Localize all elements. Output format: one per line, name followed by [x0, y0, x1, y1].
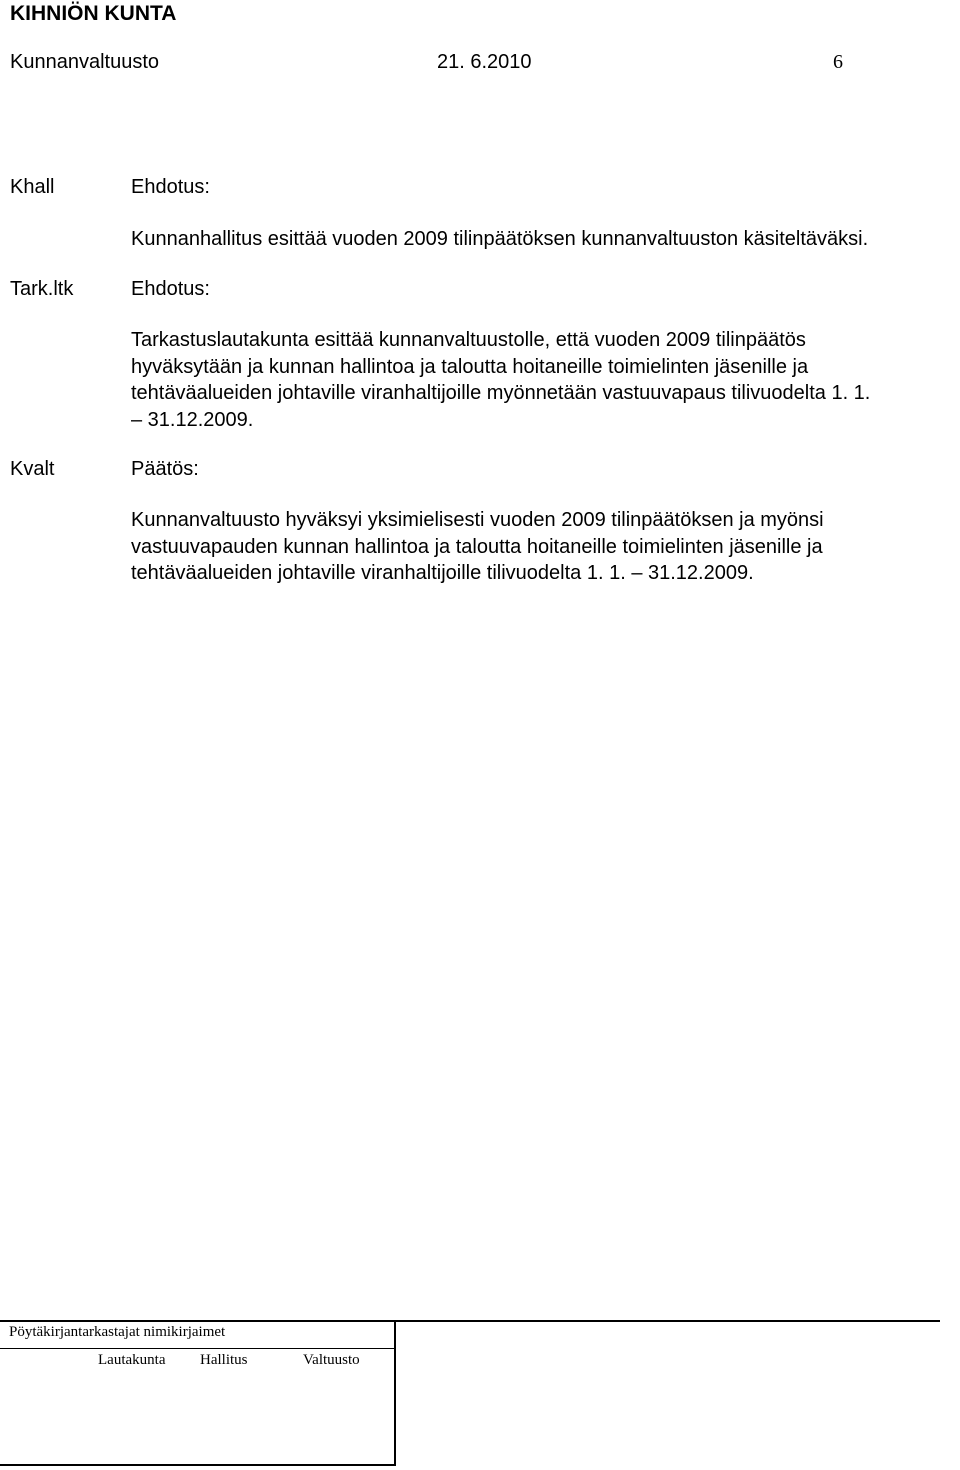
section-text-khall: [131, 226, 941, 253]
signature-column-lautakunta: Lautakunta: [98, 1352, 166, 1368]
signature-column-hallitus: Hallitus: [200, 1352, 248, 1368]
signature-box: [0, 1322, 396, 1466]
signature-box-title: Pöytäkirjantarkastajat nimikirjaimet: [9, 1324, 226, 1340]
text-line: vastuuvapauden kunnan hallintoa ja taloutta hoitaneille toimielinten jäsenille ja: [131, 535, 823, 558]
text-line: tehtäväalueiden johtaville viranhaltijoille tilivuodelta 1. 1. – 31.12.2009.: [131, 562, 754, 584]
section-heading-tarkltk: Ehdotus:: [131, 278, 210, 300]
section-text-tarkltk: [131, 327, 941, 433]
text-line: – 31.12.2009.: [131, 408, 254, 431]
section-label-kvalt: Kvalt: [10, 458, 55, 480]
meeting-date: 21. 6.2010: [437, 51, 532, 73]
text-line: Kunnanhallitus esittää vuoden 2009 tilinpäätöksen kunnanvaltuuston käsiteltäväksi.: [131, 228, 869, 250]
organization-name: KIHNIÖN KUNTA: [10, 2, 177, 25]
section-label-tarkltk: Tark.ltk: [10, 278, 74, 300]
meeting-body: Kunnanvaltuusto: [10, 51, 160, 73]
section-heading-khall: Ehdotus:: [131, 176, 210, 198]
text-line: Tarkastuslautakunta esittää kunnanvaltuustolle, että vuoden 2009 tilinpäätös: [131, 329, 806, 351]
section-heading-kvalt: Päätös:: [131, 458, 199, 480]
signature-box-divider: [0, 1348, 396, 1349]
section-label-khall: Khall: [10, 176, 55, 198]
text-line: hyväksytään ja kunnan hallintoa ja taloutta hoitaneille toimielinten jäsenille ja: [131, 355, 809, 378]
signature-column-valtuusto: Valtuusto: [303, 1352, 360, 1368]
page-number: 6: [833, 51, 843, 73]
text-line: Kunnanvaltuusto hyväksyi yksimielisesti vuoden 2009 tilinpäätöksen ja myönsi: [131, 509, 824, 531]
section-text-kvalt: [131, 507, 941, 587]
text-line: tehtäväalueiden johtaville viranhaltijoille myönnetään vastuuvapaus tilivuodelta 1. 1.: [131, 382, 871, 404]
